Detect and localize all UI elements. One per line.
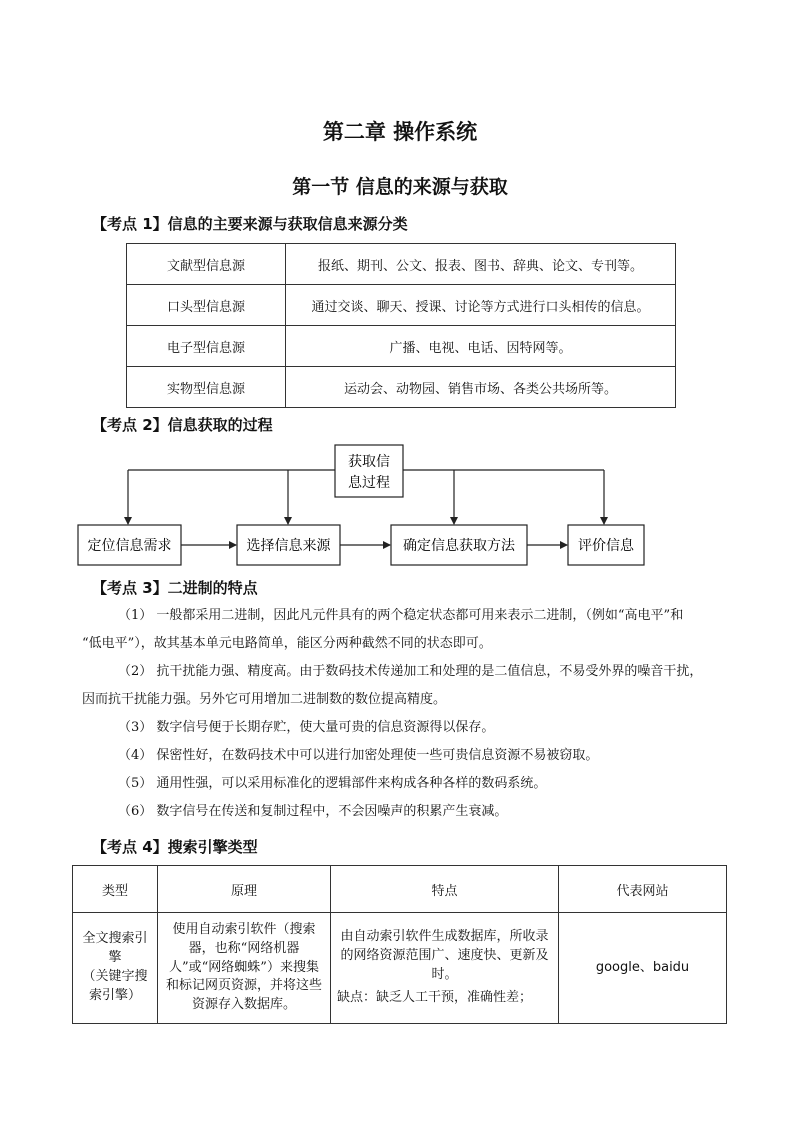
kaodian-2-heading: 【考点 2】信息获取的过程 — [92, 416, 273, 434]
list-item: （6） 数字信号在传送和复制过程中，不会因噪声的积累产生衰减。 — [118, 804, 508, 819]
list-item: （4） 保密性好，在数码技术中可以进行加密处理使一些可贵信息资源不易被窃取。 — [118, 748, 599, 763]
search-engine-table — [72, 865, 727, 1024]
source-type-cell: 电子型信息源 — [127, 326, 286, 367]
table-header-row — [73, 866, 727, 913]
chapter-title: 第二章 操作系统 — [322, 120, 478, 144]
col-header-type: 类型 — [73, 866, 158, 913]
engine-principle-cell: 使用自动索引软件（搜索器，也称“网络机器人”或“网络蜘蛛”）来搜集和标记网页资源，并将这些资源存入数据库。 — [158, 913, 331, 1024]
source-desc-cell: 通过交谈、聊天、授课、讨论等方式进行口头相传的信息。 — [286, 285, 676, 326]
list-item: （3） 数字信号便于长期存贮，使大量可贵的信息资源得以保存。 — [118, 720, 495, 735]
process-top-label-1: 获取信 — [348, 454, 390, 470]
step-label: 选择信息来源 — [246, 538, 331, 554]
source-desc-cell: 运动会、动物园、销售市场、各类公共场所等。 — [286, 367, 676, 408]
section-title: 第一节 信息的来源与获取 — [292, 176, 508, 198]
source-type-cell: 实物型信息源 — [127, 367, 286, 408]
col-header-site: 代表网站 — [559, 866, 727, 913]
binary-features-list — [82, 602, 722, 826]
step-label: 定位信息需求 — [87, 538, 172, 554]
list-item: （1） 一般都采用二进制，因此凡元件具有的两个稳定状态都可用来表示二进制，（例如“高电平”和 “低电平”），故其基本单元电路简单，能区分两种截然不同的状态即可。 — [82, 608, 684, 651]
source-desc-cell: 广播、电视、电话、因特网等。 — [286, 326, 676, 367]
step-label: 评价信息 — [578, 538, 634, 554]
table-row — [73, 913, 727, 1024]
source-type-cell: 文献型信息源 — [127, 244, 286, 285]
kaodian-4-heading: 【考点 4】搜索引擎类型 — [92, 838, 258, 856]
kaodian-1-heading: 【考点 1】信息的主要来源与获取信息来源分类 — [92, 215, 408, 233]
kaodian-3-heading: 【考点 3】二进制的特点 — [92, 579, 258, 597]
source-desc-cell: 报纸、期刊、公文、报表、图书、辞典、论文、专刊等。 — [286, 244, 676, 285]
engine-feature-cell: 由自动索引软件生成数据库，所收录的网络资源范围广、速度快、更新及时。 缺点：缺乏人工干预，准确性差； — [331, 913, 559, 1024]
list-item: （2） 抗干扰能力强、精度高。由于数码技术传递加工和处理的是二值信息，不易受外界的噪音干扰， 因而抗干扰能力强。另外它可用增加二进制数的数位提高精度。 — [82, 664, 703, 707]
col-header-principle: 原理 — [158, 866, 331, 913]
engine-site-cell: google、baidu — [559, 913, 727, 1024]
col-header-feature: 特点 — [331, 866, 559, 913]
list-item: （5） 通用性强，可以采用标准化的逻辑部件来构成各种各样的数码系统。 — [118, 776, 547, 791]
process-top-label-2: 息过程 — [348, 475, 390, 491]
source-type-cell: 口头型信息源 — [127, 285, 286, 326]
step-label: 确定信息获取方法 — [403, 538, 515, 554]
engine-type-cell: 全文搜索引擎 （关键字搜索引擎） — [73, 913, 158, 1024]
